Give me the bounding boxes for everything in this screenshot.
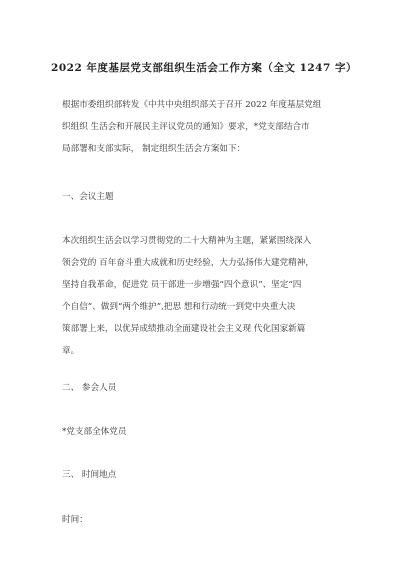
intro-line: 织组织 生活会和开展民主评议党员的通知》要求，*党支部结合市 <box>62 122 310 132</box>
theme-line: 个自信”、做到“两个维护”,把思 想和行动统一到党中央重大决 <box>62 302 296 312</box>
theme-line: 本次组织生活会以学习贯彻党的二十大精神为主题，紧紧围绕深入 <box>62 236 312 246</box>
intro-line: 根据市委组织部转发《中共中央组织部关于召开 2022 年度基层党组 <box>62 100 322 110</box>
section-heading-theme: 一、会议主题 <box>62 192 114 202</box>
document-title: 2022 年度基层党支部组织生活会工作方案（全文 1247 字） <box>51 62 357 74</box>
section-heading-attendees: 二、 参会人员 <box>62 383 117 393</box>
theme-line: 坚持自我革命，促进党 员干部进一步增强“四个意识”、坚定“四 <box>62 280 302 290</box>
section-heading-time-place: 三、 时间地点 <box>62 470 117 480</box>
time-label: 时间： <box>62 515 88 525</box>
intro-line: 局部署和支部实际， 制定组织生活会方案如下： <box>62 144 246 154</box>
theme-line: 策部署上来，以优异成绩推动全面建设社会主义现 代化国家新篇 <box>62 324 306 334</box>
theme-line: 章。 <box>62 346 80 356</box>
theme-line: 领会党的 百年奋斗重大成就和历史经验，大力弘扬伟大建党精神， <box>62 258 314 268</box>
attendees-text: *党支部全体党员 <box>62 427 127 437</box>
intro-paragraph <box>62 94 362 160</box>
theme-paragraph <box>62 230 362 362</box>
